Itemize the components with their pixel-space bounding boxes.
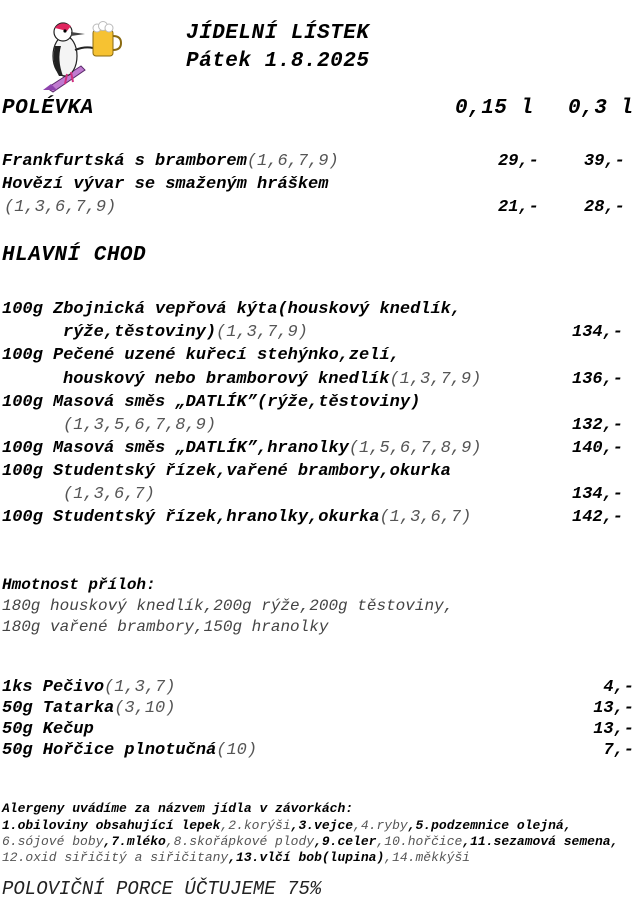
allergen-entry: ,4.ryby	[353, 818, 408, 833]
main-item-price: 134,-	[572, 323, 624, 342]
extra-item-allergens: (1,3,7)	[104, 678, 176, 697]
soup-heading: POLÉVKA	[2, 97, 94, 120]
main-heading: HLAVNÍ CHOD	[2, 244, 147, 267]
extra-item-allergens: (10)	[216, 741, 258, 760]
allergen-entry: ,11.sezamová semena,	[462, 834, 619, 849]
soup-item	[2, 152, 339, 171]
soup-item-name: Frankfurtská s bramborem	[2, 152, 247, 171]
allergen-entry: ,13.vlčí bob(lupina)	[228, 850, 385, 865]
footer-note: POLOVIČNÍ PORCE ÚČTUJEME 75%	[2, 878, 322, 900]
main-item-allergens: (1,3,6,7)	[379, 508, 472, 527]
main-item-line1: 100g Studentský řízek,hranolky,okurka	[2, 508, 380, 527]
extra-item-name: 50g Tatarka	[2, 699, 115, 718]
main-item-allergens: (1,3,6,7)	[63, 485, 155, 504]
allergen-entry: ,8.skořápkové plody	[165, 834, 315, 849]
allergen-entry: 12.oxid siřičitý a siřičitany	[2, 850, 229, 865]
main-item-line1: 100g Pečené uzené kuřecí stehýnko,zelí,	[2, 346, 400, 365]
allergen-entry: ,9.celer	[314, 834, 377, 849]
main-item-sides: houskový nebo bramborový knedlík	[63, 370, 390, 389]
extra-item-price: 4,-	[603, 678, 634, 697]
soup-item-allergens: (1,3,6,7,9)	[4, 198, 117, 217]
main-item-price: 132,-	[572, 416, 624, 435]
main-item-price: 140,-	[572, 439, 624, 458]
main-item-line1: 100g Zbojnická vepřová kýta(houskový knedlík,	[2, 300, 462, 319]
main-item-line1: 100g Masová směs „DATLÍK”(rýže,těstoviny)	[2, 393, 421, 412]
allergen-entry: ,7.mléko	[103, 834, 166, 849]
allergen-line	[2, 834, 618, 849]
allergen-entry: ,10.hořčice	[376, 834, 463, 849]
main-item	[2, 439, 481, 458]
extra-item	[2, 741, 257, 760]
allergen-heading: Alergeny uvádíme za názvem jídla v závorkách:	[2, 801, 354, 816]
extra-item-price: 7,-	[603, 741, 634, 760]
menu-title: JÍDELNÍ LÍSTEK	[186, 22, 370, 45]
menu-date: Pátek 1.8.2025	[186, 50, 370, 73]
extra-item-allergens: (3,10)	[114, 699, 176, 718]
main-item-line1: 100g Masová směs „DATLÍK”,hranolky	[2, 439, 349, 458]
soup-item-name: Hovězí vývar se smaženým hráškem	[2, 175, 329, 194]
soup-size-large: 0,3 l	[568, 97, 634, 120]
sides-line: 180g vařené brambory,150g hranolky	[2, 618, 329, 636]
sides-line: 180g houskový knedlík,200g rýže,200g těstoviny,	[2, 597, 454, 615]
allergen-line	[2, 818, 572, 833]
woodpecker-logo	[22, 2, 104, 76]
extra-item-name: 1ks Pečivo	[2, 678, 105, 697]
main-item-line2	[63, 370, 481, 389]
extra-item-name: 50g Hořčice plnotučná	[2, 741, 217, 760]
extra-item	[2, 720, 94, 739]
main-item-line1: 100g Studentský řízek,vařené brambory,okurka	[2, 462, 451, 481]
main-item-line2	[63, 323, 308, 342]
main-item-price: 136,-	[572, 370, 624, 389]
extra-item	[2, 678, 175, 697]
main-item-price: 142,-	[572, 508, 624, 527]
allergen-entry: 6.sójové boby	[2, 834, 104, 849]
soup-item-price-large: 28,-	[584, 198, 625, 217]
soup-size-small: 0,15 l	[455, 97, 534, 120]
main-item-price: 134,-	[572, 485, 624, 504]
main-item-allergens: (1,3,5,6,7,8,9)	[63, 416, 217, 435]
allergen-entry: ,2.korýši	[220, 818, 291, 833]
allergen-entry: ,14.měkkýši	[384, 850, 471, 865]
soup-item-price-large: 39,-	[584, 152, 625, 171]
main-item-allergens: (1,5,6,7,8,9)	[348, 439, 482, 458]
extra-item	[2, 699, 175, 718]
soup-item-price-small: 21,-	[498, 198, 539, 217]
soup-item-price-small: 29,-	[498, 152, 539, 171]
allergen-entry: ,3.vejce	[290, 818, 354, 833]
main-item	[2, 508, 471, 527]
allergen-entry: 1.obiloviny obsahující lepek	[2, 818, 221, 833]
extra-item-price: 13,-	[593, 720, 634, 739]
soup-item-allergens: (1,6,7,9)	[246, 152, 339, 171]
main-item-sides: rýže,těstoviny)	[63, 323, 217, 342]
extra-item-name: 50g Kečup	[2, 720, 94, 739]
sides-heading: Hmotnost příloh:	[2, 576, 156, 594]
extra-item-price: 13,-	[593, 699, 634, 718]
allergen-entry: ,5.podzemnice olejná,	[407, 818, 572, 833]
main-item-allergens: (1,3,7,9)	[389, 370, 482, 389]
main-item-allergens: (1,3,7,9)	[216, 323, 308, 342]
allergen-line	[2, 850, 470, 865]
